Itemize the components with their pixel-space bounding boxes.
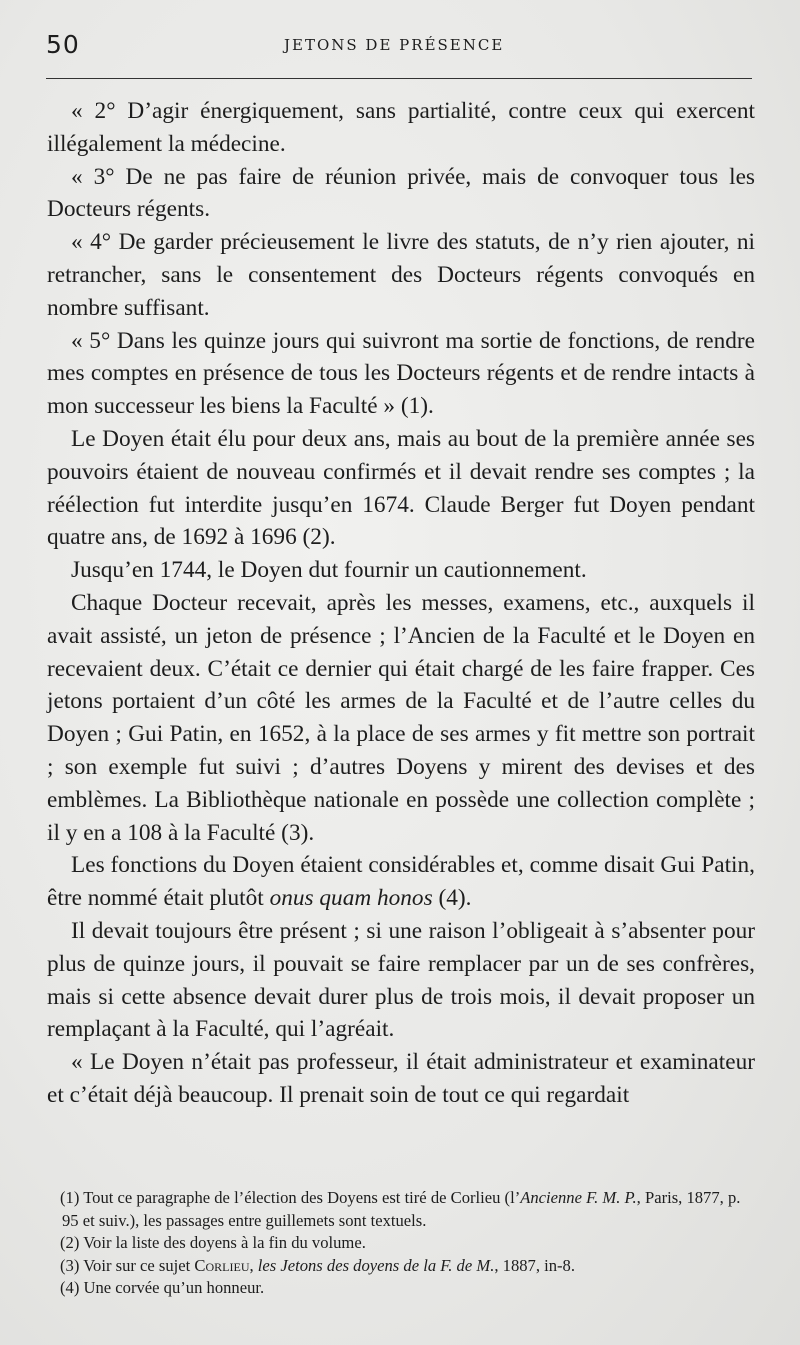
text-run: Les fonctions du Doyen étaient considérables et, comme disait Gui Patin, être nommé était plutôt <box>47 852 755 912</box>
footnotes <box>62 1187 754 1300</box>
footnote-2: (2) Voir la liste des doyens à la fin du volume. <box>60 1233 366 1252</box>
body-text <box>47 95 755 1112</box>
paragraph <box>47 849 755 915</box>
text-run: (3) Voir sur ce sujet <box>60 1255 195 1275</box>
text-run: les Jetons des doyens de la F. de M. <box>257 1255 495 1275</box>
paragraph: Jusqu’en 1744, le Doyen dut fournir un cautionnement. <box>71 557 587 584</box>
latin-phrase: onus quam honos <box>269 885 433 912</box>
footnote-3 <box>62 1255 754 1278</box>
paragraph: Il devait toujours être présent ; si une raison l’obligeait à s’absenter pour plus de quinze jours, il pouvait se faire remplacer par un de ses confrères, mais si cette absence devait durer plus de trois mois, il devait proposer un remplaçant à la Faculté, qui l’agréait. <box>47 917 755 1043</box>
page-number: 50 <box>46 30 80 59</box>
paragraph: « 4° De garder précieusement le livre des statuts, de n’y rien ajouter, ni retrancher, sans le consentement des Docteurs régents convoqués en nombre suffisant. <box>47 229 755 321</box>
author-name: Corlieu <box>194 1255 250 1275</box>
paragraph: « 2° D’agir énergiquement, sans partialité, contre ceux qui exercent illégalement la médecine. <box>47 98 755 157</box>
text-run: Ancienne F. M. P. <box>520 1188 637 1207</box>
paragraph: « 3° De ne pas faire de réunion privée, mais de convoquer tous les Docteurs régents. <box>47 163 755 223</box>
text-run: , 1887, in-8. <box>494 1255 576 1275</box>
footnote-4: (4) Une corvée qu’un honneur. <box>60 1278 265 1297</box>
paragraph: « 5° Dans les quinze jours qui suivront ma sortie de fonctions, de rendre mes comptes en présence de tous les Docteurs régents et de rendre intacts à mon successeur les biens la Faculté » (1). <box>47 327 755 420</box>
paragraph: Chaque Docteur recevait, après les messes, examens, etc., auxquels il avait assisté, un jeton de présence ; l’Ancien de la Faculté et le Doyen en recevaient deux. C’était ce dernier qui était chargé de les faire frapper. Ces jetons portaient d’un côté les armes de la Faculté et de l’autre celles du Doyen ; Gui Patin, en 1652, à la place de ses armes y fit mettre son portrait ; son exemple fut suivi ; d’autres Doyens y mirent des devises et des emblèmes. La Bibliothèque nationale en possède une collection complète ; il y en a 108 à la Faculté (3). <box>47 589 755 846</box>
header-rule <box>46 78 752 79</box>
running-title: JETONS DE PRÉSENCE <box>284 36 505 54</box>
text-run: (4). <box>432 885 472 912</box>
paragraph: « Le Doyen n’était pas professeur, il était administrateur et examinateur et c’était déjà beaucoup. Il prenait soin de tout ce qui regardait <box>47 1049 755 1108</box>
page-header <box>46 28 752 68</box>
text-run: (1) Tout ce paragraphe de l’élection des Doyens est tiré de Corlieu (l’ <box>60 1188 521 1207</box>
text-run: , Paris, 1877, p. 95 et suiv.), les passages entre guillemets sont textuels. <box>62 1188 741 1230</box>
text-run: , <box>249 1255 258 1275</box>
paragraph: Le Doyen était élu pour deux ans, mais au bout de la première année ses pouvoirs étaient de nouveau confirmés et il devait rendre ses comptes ; la réélection fut interdite jusqu’en 1674. Claude Berger fut Doyen pendant quatre ans, de 1692 à 1696 (2). <box>47 425 755 551</box>
footnote-1 <box>62 1187 754 1232</box>
